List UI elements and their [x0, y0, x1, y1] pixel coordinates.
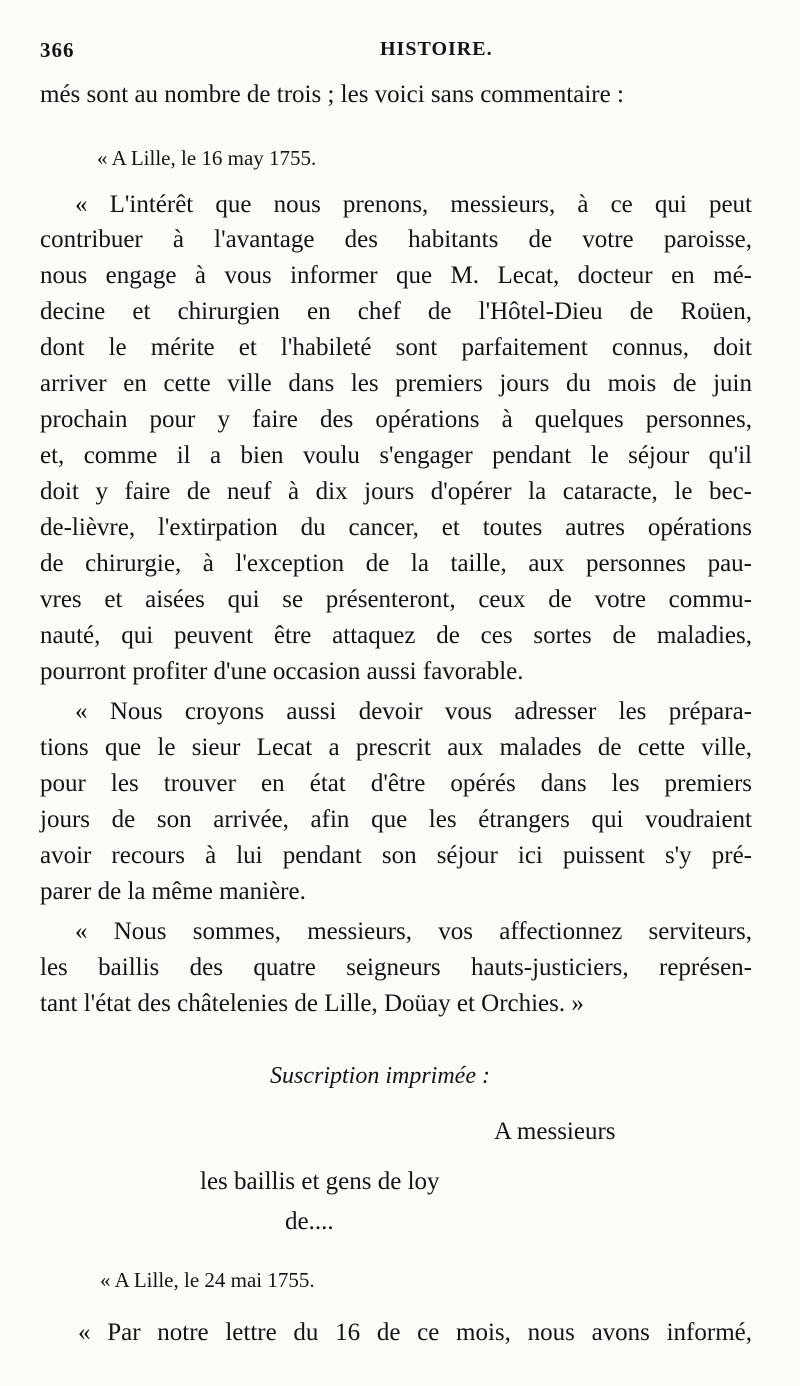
- address-line: A messieurs: [494, 1118, 616, 1145]
- text-line: avoir recours à lui pendant son séjour ici puissent s'y pré-: [40, 842, 752, 869]
- text-line: doit y faire de neuf à dix jours d'opérer la cataracte, le bec-: [40, 478, 752, 505]
- letter-dateline: « A Lille, le 24 mai 1755.: [100, 1268, 315, 1292]
- text-line: « L'intérêt que nous prenons, messieurs, à ce qui peut: [75, 191, 752, 218]
- address-line: les baillis et gens de loy: [200, 1168, 440, 1195]
- text-line: vres et aisées qui se présenteront, ceux de votre commu-: [40, 586, 752, 613]
- text-line: arriver en cette ville dans les premiers jours du mois de juin: [40, 370, 752, 397]
- text-line: dont le mérite et l'habileté sont parfaitement connus, doit: [40, 334, 752, 361]
- text-line: pourront profiter d'une occasion aussi favorable.: [40, 658, 524, 685]
- text-line: jours de son arrivée, afin que les étrangers qui voudraient: [40, 806, 752, 833]
- address-line: de....: [285, 1208, 334, 1235]
- text-line: més sont au nombre de trois ; les voici sans commentaire :: [40, 81, 624, 108]
- text-line: prochain pour y faire des opérations à quelques personnes,: [40, 406, 752, 433]
- text-line: tions que le sieur Lecat a prescrit aux malades de cette ville,: [40, 734, 752, 761]
- text-line: tant l'état des châtelenies de Lille, Doüay et Orchies. »: [40, 990, 584, 1017]
- text-line: decine et chirurgien en chef de l'Hôtel-Dieu de Roüen,: [40, 298, 752, 325]
- text-line: et, comme il a bien voulu s'engager pendant le séjour qu'il: [40, 442, 752, 469]
- page-header: [40, 38, 760, 64]
- text-line: « Par notre lettre du 16 de ce mois, nous avons informé,: [78, 1319, 752, 1346]
- suscription-heading: Suscription imprimée :: [270, 1063, 490, 1089]
- text-line: de chirurgie, à l'exception de la taille, aux personnes pau-: [40, 550, 752, 577]
- text-line: « Nous sommes, messieurs, vos affectionnez serviteurs,: [75, 918, 752, 945]
- running-head: HISTOIRE.: [380, 38, 493, 60]
- text-line: nauté, qui peuvent être attaquez de ces sortes de maladies,: [40, 622, 752, 649]
- text-line: nous engage à vous informer que M. Lecat, docteur en mé-: [40, 262, 752, 289]
- text-line: contribuer à l'avantage des habitants de votre paroisse,: [40, 226, 752, 253]
- text-line: de-lièvre, l'extirpation du cancer, et toutes autres opérations: [40, 514, 752, 541]
- text-line: « Nous croyons aussi devoir vous adresser les prépara-: [75, 698, 752, 725]
- text-line: parer de la même manière.: [40, 878, 306, 905]
- text-line: les baillis des quatre seigneurs hauts-justiciers, représen-: [40, 954, 752, 981]
- text-line: pour les trouver en état d'être opérés dans les premiers: [40, 770, 752, 797]
- letter-dateline: « A Lille, le 16 may 1755.: [97, 146, 317, 170]
- page-number: 366: [40, 38, 75, 62]
